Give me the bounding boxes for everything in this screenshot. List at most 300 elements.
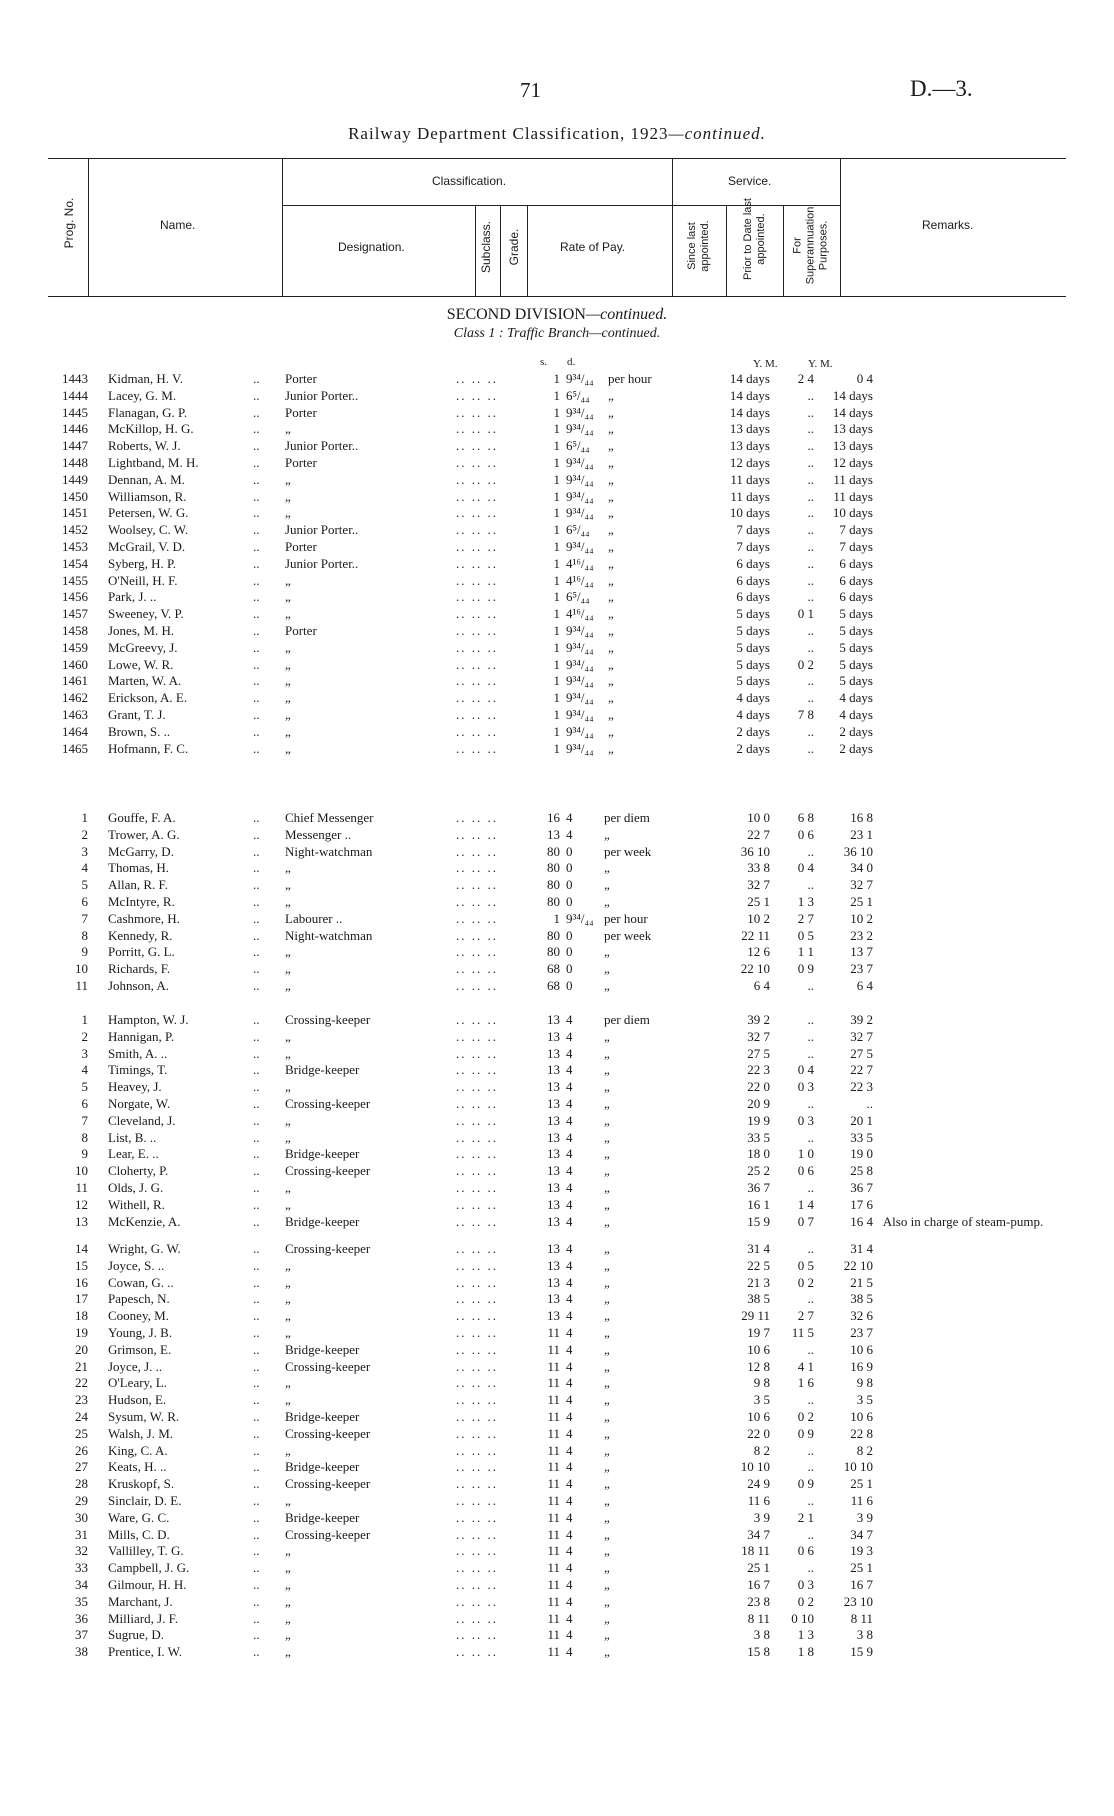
leader-dots: .. .. .. xyxy=(456,860,498,876)
service-since-last: 16 7 xyxy=(747,1576,770,1592)
prog-no: 28 xyxy=(75,1476,88,1492)
prog-no: 1 xyxy=(81,1012,88,1027)
rate-basis: „ xyxy=(604,1341,610,1357)
service-since-last: 27 5 xyxy=(747,1045,770,1061)
designation: „ xyxy=(285,656,291,672)
service-since-last: 22 11 xyxy=(741,927,770,943)
leader-dots: .. xyxy=(253,387,260,403)
leader-dots: .. xyxy=(253,471,260,487)
table-row xyxy=(0,877,1114,894)
prog-no: 1454 xyxy=(62,555,88,571)
unit-pence: d. xyxy=(567,356,576,368)
pay-pence: 4 xyxy=(566,1408,573,1424)
prog-no: 5 xyxy=(81,877,88,893)
designation: Junior Porter.. xyxy=(285,438,359,454)
subclass: 1 xyxy=(553,723,560,739)
rate-basis: per diem xyxy=(604,810,650,825)
pay-pence: 4 xyxy=(566,1062,573,1078)
designation: Junior Porter.. xyxy=(285,387,359,403)
leader-dots: .. .. .. xyxy=(456,1028,498,1044)
prog-no: 27 xyxy=(75,1459,88,1475)
prog-no: 24 xyxy=(75,1408,88,1424)
pay-pence: 4 xyxy=(566,1028,573,1044)
rate-basis: „ xyxy=(604,1274,610,1290)
table-row xyxy=(0,1146,1114,1163)
leader-dots: .. .. .. xyxy=(456,1179,498,1195)
service-since-last: 12 8 xyxy=(747,1358,770,1374)
service-prior: 1 8 xyxy=(797,1644,814,1660)
leader-dots: .. .. .. xyxy=(456,961,498,977)
prog-no: 1453 xyxy=(62,538,88,554)
leader-dots: .. .. .. xyxy=(456,1593,498,1609)
designation: „ xyxy=(285,723,291,739)
leader-dots: .. xyxy=(253,977,260,993)
table-row xyxy=(0,1359,1114,1376)
employee-name: Papesch, N. xyxy=(108,1291,170,1307)
pay-shillings: 13 xyxy=(547,1274,560,1290)
leader-dots: .. xyxy=(253,927,260,943)
service-prior: .. xyxy=(807,622,814,638)
employee-name: Kruskopf, S. xyxy=(108,1476,175,1492)
employee-name: Timings, T. xyxy=(108,1062,168,1078)
leader-dots: .. xyxy=(253,877,260,893)
rate-basis: „ xyxy=(604,961,610,977)
rate-basis: „ xyxy=(604,1627,610,1643)
rate-basis: „ xyxy=(604,1509,610,1525)
leader-dots: .. xyxy=(253,1425,260,1441)
pay-pence: 0 xyxy=(566,961,573,977)
pay-pence: 0 xyxy=(566,927,573,943)
page-number: 71 xyxy=(520,78,541,102)
header-divider xyxy=(726,205,727,296)
prog-no: 1443 xyxy=(62,371,88,386)
header-bottom-rule xyxy=(48,296,1066,297)
pay-pence: 0 xyxy=(566,877,573,893)
pay-shillings: 13 xyxy=(547,826,560,842)
rate-basis: „ xyxy=(604,1146,610,1162)
employee-name: Woolsey, C. W. xyxy=(108,522,189,538)
table-row xyxy=(0,844,1114,861)
pay-pence: 4 xyxy=(566,1644,573,1660)
designation: „ xyxy=(285,706,291,722)
pay-pence: 4 xyxy=(566,1610,573,1626)
pay-shillings: 11 xyxy=(547,1324,560,1340)
service-prior: .. xyxy=(807,1560,814,1576)
leader-dots: .. xyxy=(253,555,260,571)
service-superannuation: 12 days xyxy=(832,454,873,470)
pay-shillings: 68 xyxy=(547,977,560,993)
service-since-last: 13 days xyxy=(729,438,770,454)
service-since-last: 10 10 xyxy=(740,1459,770,1475)
table-row xyxy=(0,371,1114,388)
designation: „ xyxy=(285,860,291,876)
subclass: 1 xyxy=(553,606,560,622)
service-prior: .. xyxy=(807,1241,814,1256)
prog-no: 9 xyxy=(81,944,88,960)
pay-pence: 4 xyxy=(566,1095,573,1111)
designation: Crossing-keeper xyxy=(285,1095,371,1111)
service-prior: .. xyxy=(807,538,814,554)
employee-name: Sinclair, D. E. xyxy=(108,1492,182,1508)
rate-basis: „ xyxy=(604,1163,610,1179)
table-traffic-porters xyxy=(0,371,1114,757)
rate-basis: „ xyxy=(608,454,614,470)
service-superannuation: 39 2 xyxy=(850,1012,873,1027)
service-superannuation: 19 0 xyxy=(850,1146,873,1162)
table-row xyxy=(0,1342,1114,1359)
pay-shillings: 13 xyxy=(547,1129,560,1145)
leader-dots: .. xyxy=(253,1358,260,1374)
employee-name: Flanagan, G. P. xyxy=(108,404,188,420)
pay-shillings: 13 xyxy=(547,1257,560,1273)
service-since-last: 12 days xyxy=(729,454,770,470)
pay-pence: 4 xyxy=(566,1291,573,1307)
service-prior: 0 4 xyxy=(797,1062,814,1078)
table-row xyxy=(0,1079,1114,1096)
service-superannuation: 33 5 xyxy=(850,1129,873,1145)
designation: Night-watchman xyxy=(285,843,373,859)
pay-pence: 4 xyxy=(566,1012,573,1027)
employee-name: Campbell, J. G. xyxy=(108,1560,190,1576)
leader-dots: .. .. .. xyxy=(456,1324,498,1340)
prog-no: 36 xyxy=(75,1610,88,1626)
service-superannuation: 17 6 xyxy=(850,1196,873,1212)
table-row xyxy=(0,928,1114,945)
leader-dots: .. .. .. xyxy=(456,572,498,588)
service-since-last: 13 days xyxy=(729,421,770,437)
pay-pence: 4 xyxy=(566,1476,573,1492)
leader-dots: .. xyxy=(253,1492,260,1508)
rate-basis: „ xyxy=(604,1543,610,1559)
rate-basis: „ xyxy=(608,421,614,437)
employee-name: Hampton, W. J. xyxy=(108,1012,189,1027)
pay-shillings: 11 xyxy=(547,1543,560,1559)
prog-no: 1461 xyxy=(62,673,88,689)
employee-name: Marchant, J. xyxy=(108,1593,173,1609)
pay-pence: 4 xyxy=(566,1213,573,1229)
leader-dots: .. .. .. xyxy=(456,1079,498,1095)
service-prior: 6 8 xyxy=(797,810,814,825)
service-superannuation: 13 days xyxy=(832,421,873,437)
table-row xyxy=(0,472,1114,489)
pay-shillings: 13 xyxy=(547,1308,560,1324)
leader-dots: .. .. .. xyxy=(456,371,498,386)
service-prior: .. xyxy=(807,387,814,403)
rate-basis: „ xyxy=(608,488,614,504)
table-row xyxy=(0,1062,1114,1079)
service-superannuation: 5 days xyxy=(839,656,873,672)
service-superannuation: 25 1 xyxy=(850,1476,873,1492)
service-since-last: 7 days xyxy=(736,538,770,554)
prog-no: 1463 xyxy=(62,706,88,722)
service-prior: 0 4 xyxy=(797,860,814,876)
header-designation: Designation. xyxy=(338,240,405,254)
header-rate-of-pay: Rate of Pay. xyxy=(560,240,626,254)
service-since-last: 5 days xyxy=(736,673,770,689)
rate-basis: „ xyxy=(604,1375,610,1391)
header-prog-no: Prog. No. xyxy=(62,197,76,249)
service-superannuation: 14 days xyxy=(832,404,873,420)
leader-dots: .. xyxy=(253,706,260,722)
leader-dots: .. xyxy=(253,1392,260,1408)
service-superannuation: 15 9 xyxy=(850,1644,873,1660)
prog-no: 7 xyxy=(81,1112,88,1128)
service-prior: 2 7 xyxy=(797,910,814,926)
rate-basis: „ xyxy=(604,1291,610,1307)
pay-pence: 4 xyxy=(566,1358,573,1374)
service-prior: 0 6 xyxy=(797,1163,814,1179)
service-prior: .. xyxy=(807,1392,814,1408)
pay-shillings: 13 xyxy=(547,1163,560,1179)
table-row xyxy=(0,606,1114,623)
rate-basis: „ xyxy=(608,639,614,655)
prog-no: 1451 xyxy=(62,505,88,521)
pay-pence: 4 xyxy=(566,1392,573,1408)
grade-rate: 9³⁴/₄₄ xyxy=(566,639,594,655)
pay-shillings: 11 xyxy=(547,1576,560,1592)
rate-basis: „ xyxy=(608,572,614,588)
leader-dots: .. xyxy=(253,893,260,909)
pay-pence: 4 xyxy=(566,1324,573,1340)
employee-name: Ware, G. C. xyxy=(108,1509,170,1525)
leader-dots: .. xyxy=(253,1062,260,1078)
service-prior: .. xyxy=(807,740,814,756)
designation: Crossing-keeper xyxy=(285,1012,371,1027)
employee-name: McGreevy, J. xyxy=(108,639,178,655)
service-prior: 0 9 xyxy=(797,961,814,977)
table-row xyxy=(0,911,1114,928)
grade-rate: 9³⁴/₄₄ xyxy=(566,421,594,437)
leader-dots: .. xyxy=(253,1196,260,1212)
prog-no: 1457 xyxy=(62,606,88,622)
leader-dots: .. .. .. xyxy=(456,1610,498,1626)
service-prior: 1 6 xyxy=(797,1375,814,1391)
employee-name: Withell, R. xyxy=(108,1196,165,1212)
designation: „ xyxy=(285,1610,291,1626)
leader-dots: .. .. .. xyxy=(456,404,498,420)
subclass: 1 xyxy=(553,706,560,722)
leader-dots: .. xyxy=(253,1241,260,1256)
table-row xyxy=(0,1029,1114,1046)
pay-shillings: 1 xyxy=(553,910,560,926)
employee-name: O'Leary, L. xyxy=(108,1375,167,1391)
prog-no: 23 xyxy=(75,1392,88,1408)
rate-basis: „ xyxy=(604,1459,610,1475)
prog-no: 10 xyxy=(75,1163,88,1179)
leader-dots: .. .. .. xyxy=(456,1196,498,1212)
header-subclass: Subclass. xyxy=(479,220,493,274)
service-prior: 0 3 xyxy=(797,1576,814,1592)
service-prior: .. xyxy=(807,471,814,487)
leader-dots: .. xyxy=(253,723,260,739)
service-superannuation: 23 10 xyxy=(843,1593,873,1609)
employee-name: Marten, W. A. xyxy=(108,673,182,689)
pay-shillings: 11 xyxy=(547,1560,560,1576)
table-row xyxy=(0,438,1114,455)
unit-years-months-prior: Y. M. xyxy=(753,358,778,370)
pay-shillings: 13 xyxy=(547,1196,560,1212)
rate-basis: „ xyxy=(608,522,614,538)
prog-no: 1460 xyxy=(62,656,88,672)
prog-no: 1444 xyxy=(62,387,88,403)
designation: „ xyxy=(285,977,291,993)
service-superannuation: 25 1 xyxy=(850,1560,873,1576)
service-since-last: 36 10 xyxy=(740,843,770,859)
employee-name: Lowe, W. R. xyxy=(108,656,174,672)
rate-basis: „ xyxy=(608,690,614,706)
service-superannuation: 34 7 xyxy=(850,1526,873,1542)
designation: „ xyxy=(285,421,291,437)
service-prior: 0 2 xyxy=(797,1274,814,1290)
leader-dots: .. .. .. xyxy=(456,1308,498,1324)
pay-shillings: 80 xyxy=(547,927,560,943)
service-superannuation: .. xyxy=(866,1095,873,1111)
grade-rate: 9³⁴/₄₄ xyxy=(566,505,594,521)
service-superannuation: 13 days xyxy=(832,438,873,454)
service-prior: 0 5 xyxy=(797,927,814,943)
employee-name: Joyce, S. .. xyxy=(108,1257,165,1273)
designation: „ xyxy=(285,740,291,756)
rate-basis: per week xyxy=(604,927,652,943)
prog-no: 1458 xyxy=(62,622,88,638)
page-title-continued: —continued. xyxy=(668,124,766,143)
table-row xyxy=(0,1560,1114,1577)
service-superannuation: 32 7 xyxy=(850,877,873,893)
leader-dots: .. xyxy=(253,1028,260,1044)
service-prior: .. xyxy=(807,1129,814,1145)
table-row xyxy=(0,810,1114,827)
rate-basis: „ xyxy=(604,1129,610,1145)
leader-dots: .. xyxy=(253,1610,260,1626)
designation: Crossing-keeper xyxy=(285,1425,371,1441)
rate-basis: „ xyxy=(604,1213,610,1229)
table-row xyxy=(0,1046,1114,1063)
service-since-last: 6 4 xyxy=(753,977,770,993)
pay-shillings: 11 xyxy=(547,1425,560,1441)
service-since-last: 5 days xyxy=(736,656,770,672)
grade-rate: 6⁵/₄₄ xyxy=(566,387,590,403)
leader-dots: .. xyxy=(253,1012,260,1027)
pay-shillings: 13 xyxy=(547,1045,560,1061)
service-since-last: 14 days xyxy=(729,404,770,420)
header-divider xyxy=(282,158,283,296)
service-superannuation: 36 7 xyxy=(850,1179,873,1195)
employee-name: List, B. .. xyxy=(108,1129,157,1145)
service-prior: 0 5 xyxy=(797,1257,814,1273)
service-since-last: 39 2 xyxy=(747,1012,770,1027)
table-row xyxy=(0,1426,1114,1443)
leader-dots: .. .. .. xyxy=(456,927,498,943)
table-row xyxy=(0,489,1114,506)
grade-rate: 6⁵/₄₄ xyxy=(566,589,590,605)
leader-dots: .. xyxy=(253,538,260,554)
service-prior: 2 4 xyxy=(797,371,814,386)
service-superannuation: 27 5 xyxy=(850,1045,873,1061)
service-superannuation: 22 8 xyxy=(850,1425,873,1441)
service-since-last: 24 9 xyxy=(747,1476,770,1492)
page-title-main: Railway Department Classification, 1923 xyxy=(348,124,669,143)
grade-rate: 9³⁴/₄₄ xyxy=(566,454,594,470)
employee-name: McIntyre, R. xyxy=(108,893,175,909)
service-since-last: 31 4 xyxy=(747,1241,770,1256)
designation: „ xyxy=(285,1291,291,1307)
prog-no: 1452 xyxy=(62,522,88,538)
leader-dots: .. xyxy=(253,371,260,386)
subclass: 1 xyxy=(553,505,560,521)
service-prior: 0 1 xyxy=(797,606,814,622)
grade-rate: 6⁵/₄₄ xyxy=(566,438,590,454)
employee-name: Trower, A. G. xyxy=(108,826,180,842)
table-row xyxy=(0,1375,1114,1392)
service-prior: 1 3 xyxy=(797,1627,814,1643)
leader-dots: .. .. .. xyxy=(456,589,498,605)
service-superannuation: 11 days xyxy=(833,471,873,487)
prog-no: 1456 xyxy=(62,589,88,605)
rate-basis: „ xyxy=(604,1442,610,1458)
table-row xyxy=(0,1012,1114,1029)
employee-name: Young, J. B. xyxy=(108,1324,173,1340)
employee-name: Porritt, G. L. xyxy=(108,944,175,960)
subclass: 1 xyxy=(553,555,560,571)
designation: „ xyxy=(285,690,291,706)
service-prior: 0 3 xyxy=(797,1079,814,1095)
classification-rule xyxy=(282,205,672,206)
leader-dots: .. xyxy=(253,1179,260,1195)
rate-basis: „ xyxy=(604,1425,610,1441)
service-prior: 0 3 xyxy=(797,1112,814,1128)
employee-name: Syberg, H. P. xyxy=(108,555,177,571)
header-divider xyxy=(500,205,501,296)
prog-no: 22 xyxy=(75,1375,88,1391)
service-since-last: 5 days xyxy=(736,622,770,638)
pay-shillings: 11 xyxy=(547,1375,560,1391)
pay-pence: 0 xyxy=(566,893,573,909)
service-since-last: 8 2 xyxy=(753,1442,770,1458)
table-row xyxy=(0,978,1114,995)
service-prior: 1 4 xyxy=(797,1196,814,1212)
employee-name: McKenzie, A. xyxy=(108,1213,181,1229)
pay-pence: 4 xyxy=(566,1526,573,1542)
service-superannuation: 10 6 xyxy=(850,1408,873,1424)
employee-name: Milliard, J. F. xyxy=(108,1610,179,1626)
service-superannuation: 9 8 xyxy=(856,1375,873,1391)
table-row xyxy=(0,961,1114,978)
rate-basis: „ xyxy=(608,656,614,672)
leader-dots: .. .. .. xyxy=(456,1129,498,1145)
pay-shillings: 80 xyxy=(547,843,560,859)
pay-pence: 4 xyxy=(566,1196,573,1212)
service-since-last: 33 5 xyxy=(747,1129,770,1145)
service-superannuation: 10 days xyxy=(832,505,873,521)
unit-years-months-super: Y. M. xyxy=(808,358,833,370)
subclass: 1 xyxy=(553,572,560,588)
leader-dots: .. xyxy=(253,1257,260,1273)
rate-basis: per hour xyxy=(608,371,652,386)
leader-dots: .. .. .. xyxy=(456,1358,498,1374)
pay-shillings: 11 xyxy=(547,1509,560,1525)
leader-dots: .. xyxy=(253,1112,260,1128)
service-prior: 1 1 xyxy=(797,944,814,960)
employee-name: McKillop, H. G. xyxy=(108,421,194,437)
prog-no: 5 xyxy=(81,1079,88,1095)
service-superannuation: 16 7 xyxy=(850,1576,873,1592)
rate-basis: „ xyxy=(608,589,614,605)
employee-name: Cashmore, H. xyxy=(108,910,180,926)
service-since-last: 3 8 xyxy=(753,1627,770,1643)
designation: „ xyxy=(285,1392,291,1408)
service-since-last: 38 5 xyxy=(747,1291,770,1307)
service-superannuation: 8 2 xyxy=(856,1442,873,1458)
